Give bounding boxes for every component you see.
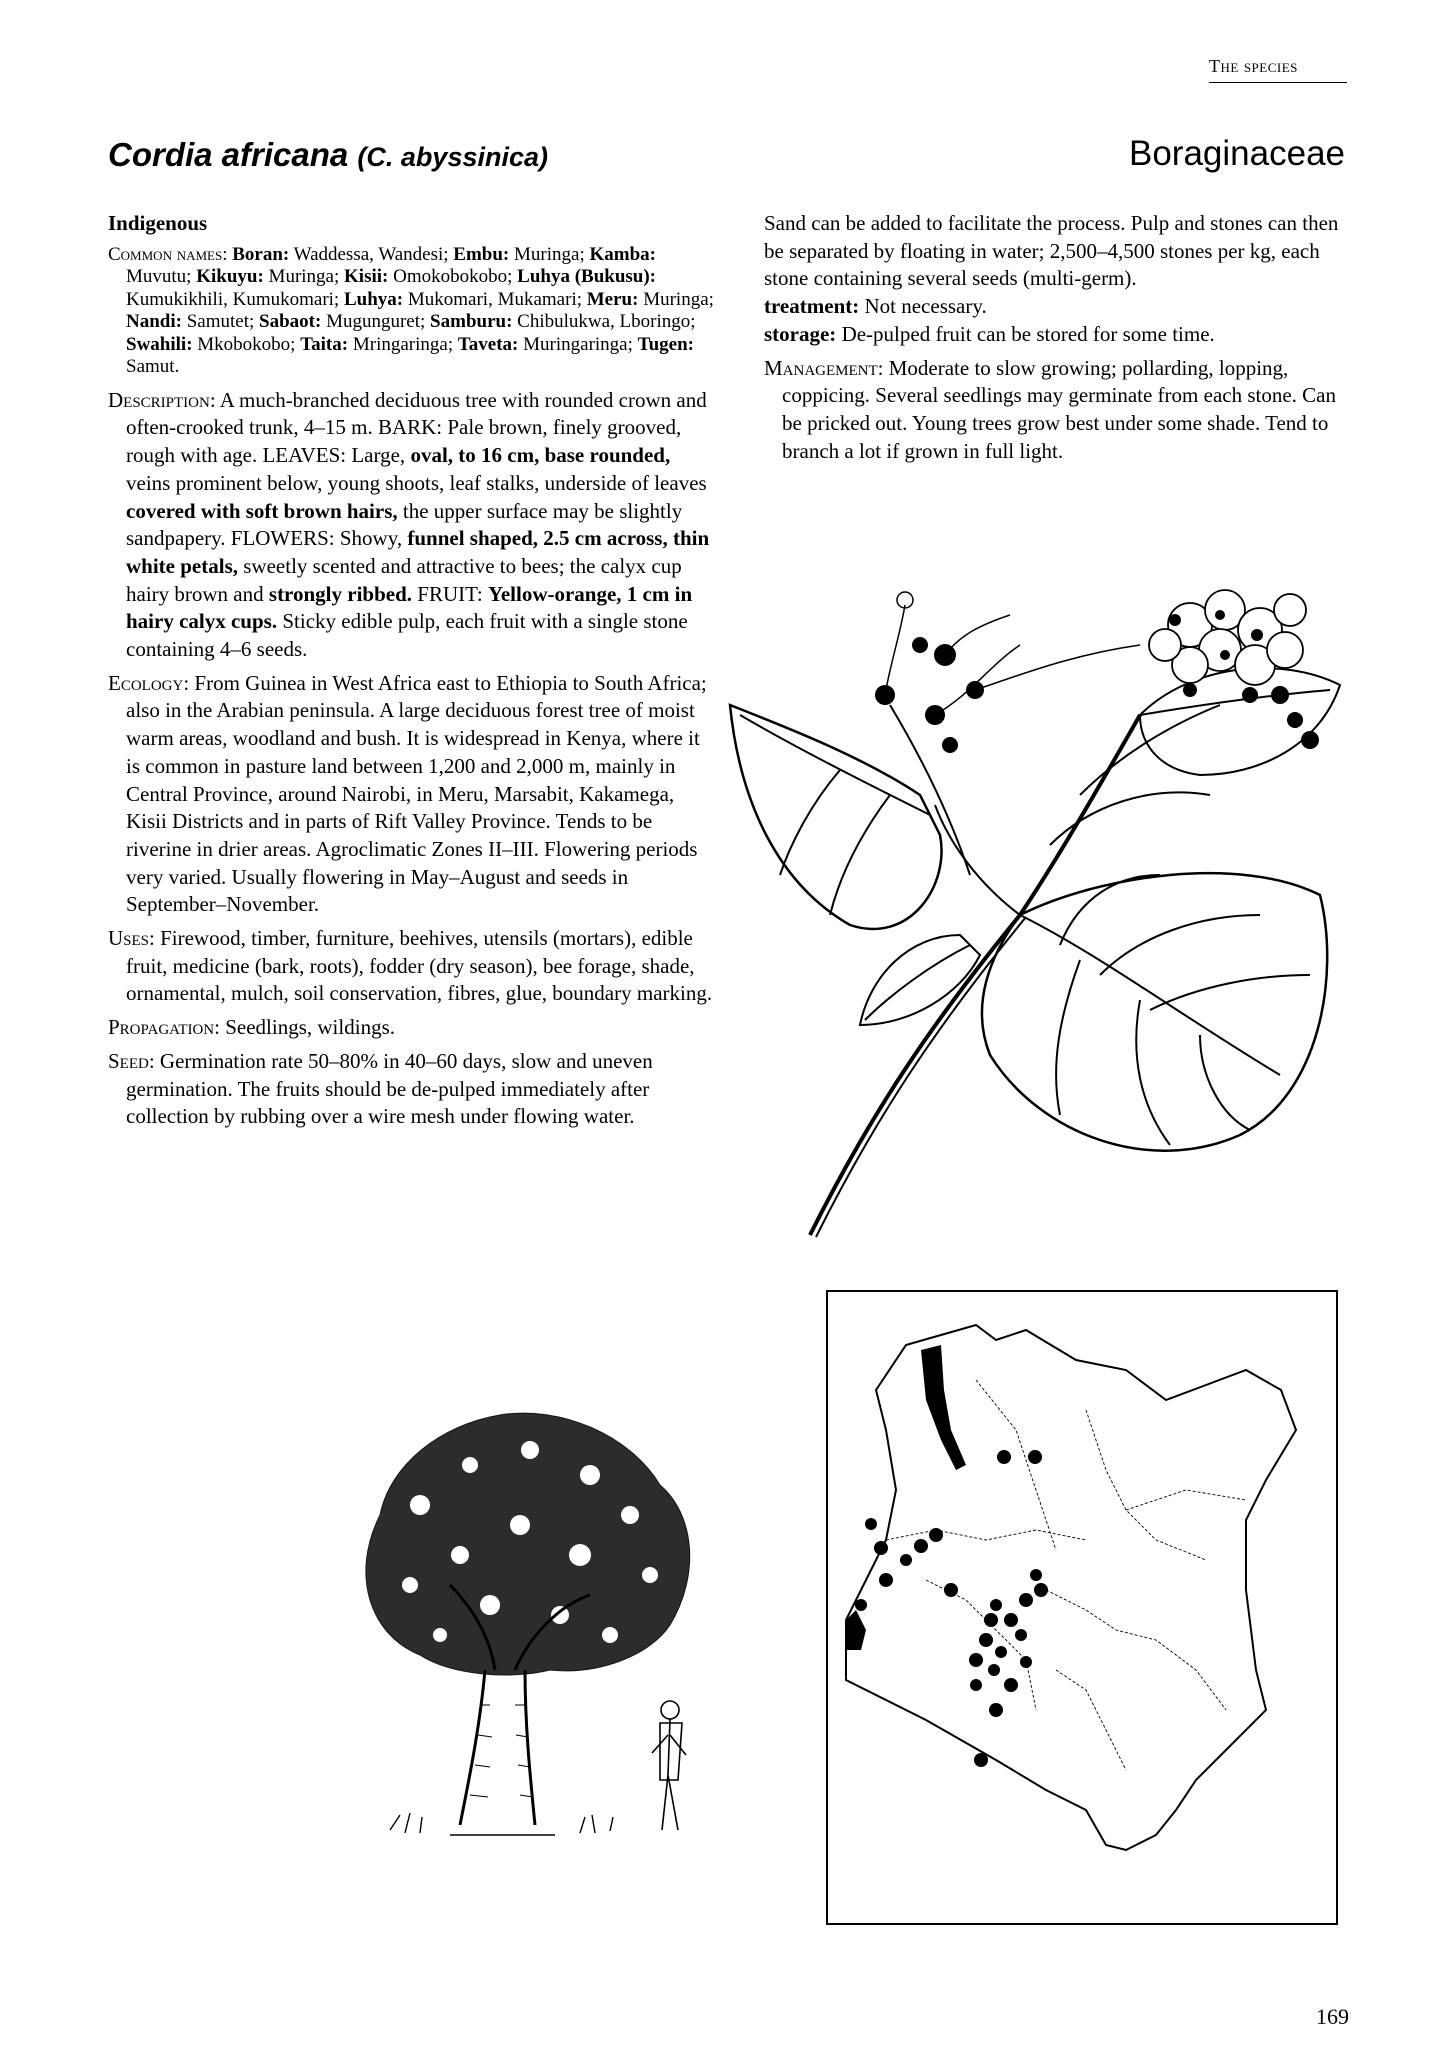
- page-number: 169: [1316, 2004, 1349, 2029]
- description-text: FRUIT:: [417, 581, 483, 606]
- running-head: The species: [1209, 56, 1298, 76]
- common-name-language: Tugen:: [637, 333, 694, 355]
- description-section: [108, 387, 714, 664]
- description-text: sweetly scented and attractive to bees; the calyx cup hairy brown and: [126, 553, 682, 606]
- common-name-language: Luhya:: [343, 288, 404, 310]
- common-name-language: Samburu:: [430, 311, 513, 333]
- storage-line: [764, 321, 1358, 349]
- description-bold: strongly ribbed.: [268, 581, 413, 606]
- common-name-language: Meru:: [586, 288, 639, 310]
- common-name-values: Mugunguret;: [321, 311, 431, 333]
- tree-illustration: [330, 1405, 720, 1845]
- treatment-label: treatment:: [764, 294, 860, 319]
- description-heading: Description:: [108, 387, 216, 412]
- seed-continued-text: Sand can be added to facilitate the process. Pulp and stones can then be separated by floating in water; 2,500–4,500 stones per kg, each stone containing several seeds (multi-germ).: [764, 211, 1339, 291]
- description-bold: covered with soft brown hairs,: [126, 498, 398, 523]
- management-text: Moderate to slow growing; pollarding, lopping, coppicing. Several seedlings may germinate from each stone. Can be pricked out. Young trees grow best under some shade. Tend to branch a lot if grown in full light.: [782, 355, 1336, 463]
- description-text: Sticky edible pulp, each fruit with a single stone containing 4–6 seeds.: [126, 609, 688, 662]
- family-name: Boraginaceae: [1129, 134, 1345, 173]
- common-name-values: Kumukikhili, Kumukomari;: [126, 288, 344, 310]
- common-name-language: Kamba:: [589, 243, 656, 265]
- storage-text: De-pulped fruit can be stored for some time.: [841, 321, 1215, 346]
- common-name-values: Mukomari, Mukamari;: [403, 288, 587, 310]
- common-name-language: Kikuyu:: [196, 266, 264, 288]
- uses-heading: Uses:: [108, 926, 155, 951]
- common-names-section: [108, 244, 714, 379]
- common-name-values: Mkobokobo;: [192, 333, 301, 355]
- distribution-map: [826, 1290, 1338, 1925]
- common-name-values: Muvutu;: [126, 266, 197, 288]
- common-name-values: Muringa;: [263, 266, 345, 288]
- description-bold: Yellow-orange, 1 cm in hairy calyx cups.: [126, 581, 693, 634]
- description-text: veins prominent below, young shoots, leaf stalks, underside of leaves: [126, 470, 707, 495]
- storage-label: storage:: [764, 321, 837, 346]
- common-name-values: Mringaringa;: [348, 333, 458, 355]
- common-name-language: Kisii:: [344, 266, 389, 288]
- common-names-heading: Common names:: [108, 243, 228, 265]
- common-name-language: Nandi:: [126, 311, 182, 333]
- common-name-values: Muringaringa;: [518, 333, 638, 355]
- uses-text: Firewood, timber, furniture, beehives, utensils (mortars), edible fruit, medicine (bark, roots), fodder (dry season), bee forage, shade, ornamental, mulch, soil conservation, fibres, glue, boundary marking.: [126, 926, 713, 1006]
- propagation-heading: Propagation:: [108, 1015, 220, 1040]
- common-name-values: Waddessa, Wandesi;: [289, 243, 454, 265]
- description-text: the upper surface may be slightly sandpapery. FLOWERS: Showy,: [126, 498, 683, 551]
- branch-illustration: [720, 555, 1360, 1255]
- species-name: Cordia africana: [108, 136, 349, 173]
- ecology-section: [108, 670, 714, 919]
- species-title: [108, 136, 548, 174]
- seed-text: Germination rate 50–80% in 40–60 days, slow and uneven germination. The fruits should be de-pulped immediately after collection by rubbing over a wire mesh under flowing water.: [126, 1048, 653, 1129]
- right-column: [764, 210, 1358, 471]
- common-name-language: Boran:: [232, 243, 290, 265]
- common-name-values: Samut.: [126, 356, 180, 378]
- management-heading: Management:: [764, 355, 884, 380]
- species-synonym: (C. abyssinica): [357, 142, 548, 172]
- seed-heading: Seed:: [108, 1048, 155, 1073]
- seed-section: [108, 1048, 714, 1131]
- treatment-line: [764, 293, 1358, 321]
- common-name-values: Muringa;: [638, 288, 714, 310]
- description-bold: oval, to 16 cm, base rounded,: [410, 443, 671, 468]
- uses-section: [108, 925, 714, 1008]
- status-label: Indigenous: [108, 211, 208, 235]
- common-name-values: Samutet;: [181, 311, 260, 333]
- description-bold: funnel shaped, 2.5 cm across, thin white petals,: [126, 526, 710, 578]
- common-name-values: Muringa;: [509, 243, 590, 265]
- common-name-language: Taveta:: [457, 333, 519, 355]
- common-name-language: Sabaot:: [259, 311, 322, 333]
- description-text: A much-branched deciduous tree with rounded crown and often-crooked trunk, 4–15 m. BARK: Pale brown, finely grooved, rough with age. LEAVES: Large,: [126, 387, 707, 468]
- common-name-language: Luhya (Bukusu):: [517, 266, 657, 288]
- ecology-text: From Guinea in West Africa east to Ethiopia to South Africa; also in the Arabian peninsula. A large deciduous forest tree of moist warm areas, woodland and bush. It is widespread in Kenya, where it is common in pasture land between 1,200 and 2,000 m, mainly in Central Province, around Nairobi, in Meru, Marsabit, Kakamega, Kisii Districts and in parts of Rift Valley Province. Tends to be riverine in drier areas. Agroclimatic Zones II–III. Flowering periods very varied. Usually flowering in May–August and seeds in September–November.: [126, 670, 707, 917]
- common-name-values: Omokobokobo;: [388, 266, 518, 288]
- left-column: [108, 210, 714, 1137]
- ecology-heading: Ecology:: [108, 670, 190, 695]
- header-rule: [1209, 82, 1347, 83]
- common-name-values: Chibulukwa, Lboringo;: [512, 311, 696, 333]
- common-name-language: Embu:: [453, 243, 510, 265]
- treatment-text: Not necessary.: [864, 294, 987, 319]
- management-section: [764, 355, 1358, 466]
- propagation-text: Seedlings, wildings.: [225, 1015, 395, 1040]
- propagation-section: [108, 1014, 714, 1042]
- common-name-language: Swahili:: [126, 333, 193, 355]
- common-name-language: Taita:: [300, 333, 349, 355]
